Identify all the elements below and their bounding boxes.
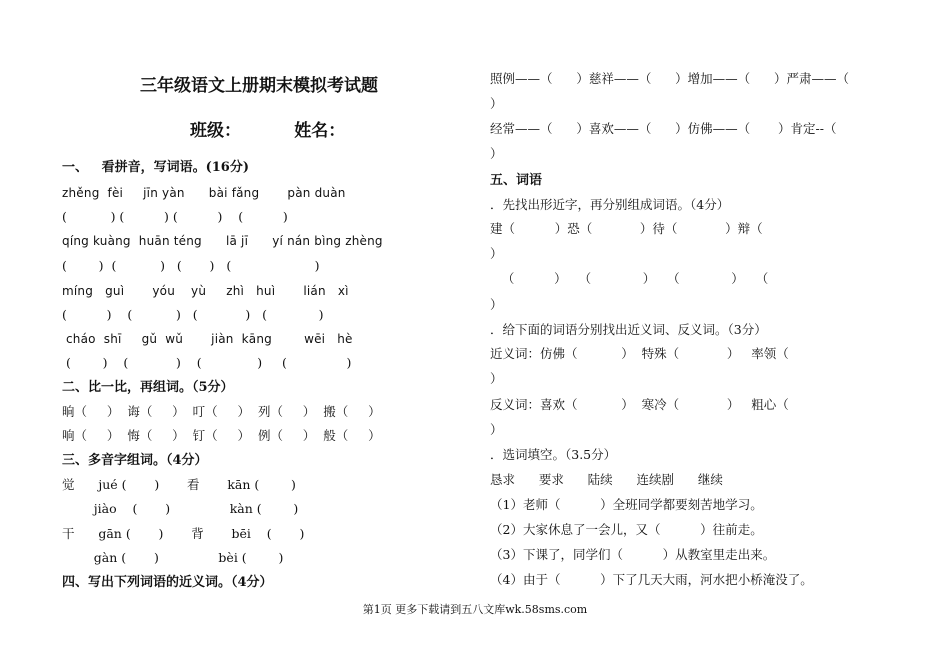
text-line: 响（ ） 悔（ ） 钉（ ） 例（ ） 般（ ） (62, 428, 381, 443)
section-heading: 一、 看拼音，写词语。(16分) (62, 160, 249, 175)
section-heading: 二、比一比，再组词。（5分） (62, 380, 234, 395)
text-line: 近义词：仿佛（ ） 特殊（ ） 率领（ (490, 346, 789, 361)
pinyin-line: cháo shī gǔ wǔ jiàn kāng wēi hè (62, 332, 353, 346)
text-line: ） (490, 96, 503, 111)
pinyin-line: míng guì yóu yù zhì huì lián xì (62, 284, 349, 298)
page-footer: 第1页 更多下载请到五八文库wk.58sms.com (362, 603, 588, 616)
section-heading: 五、词语 (490, 173, 543, 188)
text-line: 建（ ）恐（ ）待（ ）辩（ (490, 221, 763, 236)
text-line: 照例——（ ）慈祥——（ ）增加——（ ）严肃——（ (490, 71, 850, 86)
exam-title: 三年级语文上册期末模拟考试题 (140, 76, 378, 96)
text-line: ） (490, 422, 503, 437)
text-line: ．选词填空。（3.5分） (490, 447, 617, 462)
text-line: ．先找出形近字，再分别组成词语。（4分） (490, 197, 730, 212)
section-heading: 四、写出下列词语的近义词。（4分） (62, 575, 273, 590)
text-line: （3）下课了，同学们（ ）从教室里走出来。 (490, 547, 776, 562)
answer-blank-line: ( ) ( ) ( ) ( ) (62, 355, 352, 370)
answer-blank-line: ( ) ( ) ( ) ( ) (62, 258, 320, 273)
text-line: 晌（ ） 诲（ ） 叮（ ） 列（ ） 搬（ ） (62, 404, 381, 419)
answer-blank-line: ( ) ( ) ( ) ( ) (62, 209, 288, 224)
text-line: 干 gān ( ) 背 bēi ( ) (62, 526, 305, 541)
text-line: （1）老师（ ）全班同学都要刻苦地学习。 (490, 497, 763, 512)
text-line: 经常——（ ）喜欢——（ ）仿佛——（ ）肯定--（ (490, 121, 837, 136)
text-line: （ ） （ ） （ ） （ (490, 271, 769, 286)
answer-blank-line: ( ) ( ) ( ) ( ) (62, 307, 324, 322)
text-line: ） (490, 146, 503, 161)
text-line: （2）大家休息了一会儿，又（ ）往前走。 (490, 522, 763, 537)
text-line: gàn ( ) bèi ( ) (62, 550, 284, 565)
text-line: ） (490, 297, 503, 312)
pinyin-line: qíng kuàng huān téng lā jī yí nán bìng zhèng (62, 234, 383, 248)
text-line: ） (490, 246, 503, 261)
pinyin-line: zhěng fèi jīn yàn bài fǎng pàn duàn (62, 186, 346, 200)
text-line: ．给下面的词语分别找出近义词、反义词。（3分） (490, 322, 767, 337)
text-line: 恳求 要求 陆续 连续剧 继续 (490, 472, 723, 487)
text-line: jiào ( ) kàn ( ) (62, 501, 299, 516)
text-line: 反义词：喜欢（ ） 寒冷（ ） 粗心（ (490, 397, 789, 412)
class-name-line: 班级： 姓名： (190, 121, 346, 141)
section-heading: 三、多音字组词。（4分） (62, 453, 208, 468)
text-line: ） (490, 371, 503, 386)
text-line: 觉 jué ( ) 看 kān ( ) (62, 477, 296, 492)
text-line: （4）由于（ ）下了几天大雨，河水把小桥淹没了。 (490, 572, 813, 587)
